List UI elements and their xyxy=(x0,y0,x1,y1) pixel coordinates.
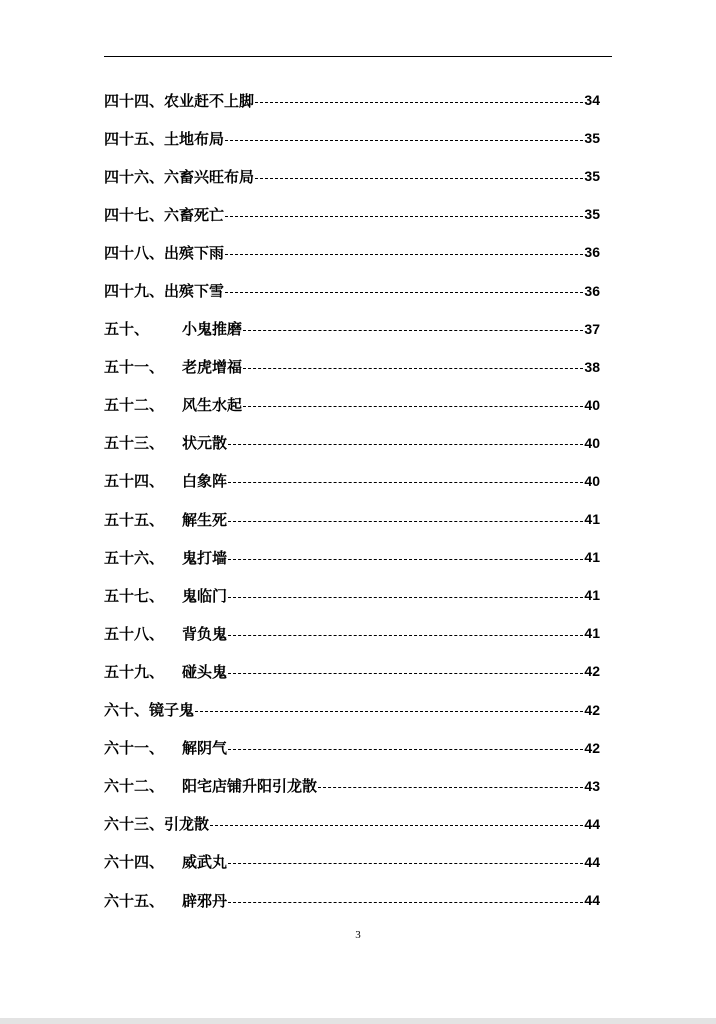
toc-entry-title: 碰头鬼 xyxy=(182,662,228,681)
toc-entry[interactable] xyxy=(104,729,600,767)
toc-entry[interactable] xyxy=(104,271,600,309)
toc-entry-page: 40 xyxy=(584,472,600,489)
toc-leader-line xyxy=(228,521,583,522)
toc-entry[interactable] xyxy=(104,538,600,576)
toc-entry-page: 42 xyxy=(584,701,600,718)
toc-entry-number: 六十、 xyxy=(104,701,150,720)
toc-entry-title: 辟邪丹 xyxy=(182,891,228,910)
toc-entry-title: 六畜兴旺布局 xyxy=(164,167,255,186)
toc-entry-title: 威武丸 xyxy=(182,853,228,872)
toc-entry-page: 42 xyxy=(584,663,600,680)
toc-entry-number: 四十五、 xyxy=(104,129,165,148)
toc-entry-title: 老虎增福 xyxy=(182,358,243,377)
toc-leader-line xyxy=(195,711,583,712)
toc-entry-page: 44 xyxy=(584,853,600,870)
toc-entry-title: 解阴气 xyxy=(182,739,228,758)
toc-entry-title: 引龙散 xyxy=(164,815,210,834)
toc-entry-page: 35 xyxy=(584,130,600,147)
toc-leader-line xyxy=(228,749,583,750)
toc-entry-number: 五十三、 xyxy=(104,434,165,453)
toc-entry[interactable] xyxy=(104,310,600,348)
toc-entry-title: 鬼临门 xyxy=(182,586,228,605)
toc-entry[interactable] xyxy=(104,691,600,729)
toc-entry-number: 四十七、 xyxy=(104,205,165,224)
toc-entry-number: 五十五、 xyxy=(104,510,165,529)
toc-leader-line xyxy=(228,482,583,483)
toc-entry[interactable] xyxy=(104,195,600,233)
toc-entry-number: 六十三、 xyxy=(104,815,165,834)
toc-entry-page: 36 xyxy=(584,282,600,299)
toc-entry-title: 解生死 xyxy=(182,510,228,529)
toc-entry[interactable] xyxy=(104,805,600,843)
toc-entry-page: 44 xyxy=(584,892,600,909)
toc-entry-title: 背负鬼 xyxy=(182,624,228,643)
toc-leader-line xyxy=(243,330,583,331)
toc-leader-line xyxy=(228,902,583,903)
toc-entry-number: 六十五、 xyxy=(104,891,165,910)
toc-entry[interactable] xyxy=(104,462,600,500)
toc-entry[interactable] xyxy=(104,576,600,614)
toc-entry-title: 鬼打墙 xyxy=(182,548,228,567)
toc-entry-page: 41 xyxy=(584,549,600,566)
toc-entry-title: 白象阵 xyxy=(182,472,228,491)
toc-entry-number: 五十二、 xyxy=(104,396,165,415)
toc-entry[interactable] xyxy=(104,881,600,919)
toc-entry-number: 四十六、 xyxy=(104,167,165,186)
toc-entry[interactable] xyxy=(104,843,600,881)
toc-leader-line xyxy=(243,368,583,369)
toc-leader-line xyxy=(225,216,583,217)
toc-entry-number: 四十九、 xyxy=(104,282,165,301)
toc-entry[interactable] xyxy=(104,767,600,805)
toc-entry[interactable] xyxy=(104,652,600,690)
toc-leader-line xyxy=(243,406,583,407)
toc-leader-line xyxy=(255,178,583,179)
toc-entry[interactable] xyxy=(104,157,600,195)
toc-leader-line xyxy=(225,292,583,293)
toc-entry-number: 四十四、 xyxy=(104,91,165,110)
toc-entry-page: 35 xyxy=(584,206,600,223)
toc-entry-number: 四十八、 xyxy=(104,243,165,262)
toc-entry-page: 40 xyxy=(584,434,600,451)
toc-entry-number: 五十九、 xyxy=(104,662,165,681)
toc-entry[interactable] xyxy=(104,500,600,538)
toc-entry-page: 42 xyxy=(584,739,600,756)
toc-entry-page: 36 xyxy=(584,244,600,261)
toc-entry-page: 43 xyxy=(584,777,600,794)
toc-entry[interactable] xyxy=(104,233,600,271)
toc-leader-line xyxy=(228,444,583,445)
toc-leader-line xyxy=(210,825,583,826)
toc-entry-number: 五十一、 xyxy=(104,358,165,377)
toc-entry-title: 状元散 xyxy=(182,434,228,453)
toc-entry-page: 41 xyxy=(584,587,600,604)
toc-entry-title: 风生水起 xyxy=(182,396,243,415)
toc-entry-title: 六畜死亡 xyxy=(164,205,225,224)
toc-leader-line xyxy=(225,254,583,255)
toc-entry-page: 35 xyxy=(584,168,600,185)
toc-entry-number: 五十四、 xyxy=(104,472,165,491)
toc-entry-page: 34 xyxy=(584,92,600,109)
toc-entry-page: 41 xyxy=(584,511,600,528)
toc-entry-number: 五十七、 xyxy=(104,586,165,605)
toc-entry[interactable] xyxy=(104,348,600,386)
toc-entry-number: 六十二、 xyxy=(104,777,165,796)
toc-entry-number: 六十一、 xyxy=(104,739,165,758)
toc-leader-line xyxy=(318,787,583,788)
toc-leader-line xyxy=(255,102,583,103)
toc-entry-title: 土地布局 xyxy=(164,129,225,148)
toc-entry[interactable] xyxy=(104,614,600,652)
toc-entry-title: 出殡下雪 xyxy=(164,282,225,301)
toc-entry-number: 五十六、 xyxy=(104,548,165,567)
toc-entry-number: 五十、 xyxy=(104,320,150,339)
toc-entry-title: 小鬼推磨 xyxy=(182,320,243,339)
page-number: 3 xyxy=(355,929,361,941)
toc-entry[interactable] xyxy=(104,424,600,462)
toc-leader-line xyxy=(228,559,583,560)
toc-entry-title: 农业赶不上脚 xyxy=(164,91,255,110)
toc-entry-title: 镜子鬼 xyxy=(149,701,195,720)
toc-entry-page: 40 xyxy=(584,396,600,413)
toc-leader-line xyxy=(228,863,583,864)
toc-entry-title: 阳宅店铺升阳引龙散 xyxy=(182,777,318,796)
viewer-bottom-bar xyxy=(0,1018,716,1024)
toc-leader-line xyxy=(225,140,583,141)
toc-entry-number: 六十四、 xyxy=(104,853,165,872)
table-of-contents xyxy=(104,81,600,919)
toc-entry-number: 五十八、 xyxy=(104,624,165,643)
toc-entry-title: 出殡下雨 xyxy=(164,243,225,262)
toc-entry-page: 37 xyxy=(584,320,600,337)
header-rule xyxy=(104,56,612,57)
toc-leader-line xyxy=(228,597,583,598)
toc-entry[interactable] xyxy=(104,81,600,119)
toc-entry[interactable] xyxy=(104,386,600,424)
toc-entry-page: 38 xyxy=(584,358,600,375)
toc-entry-page: 44 xyxy=(584,815,600,832)
toc-leader-line xyxy=(228,635,583,636)
toc-entry[interactable] xyxy=(104,119,600,157)
toc-entry-page: 41 xyxy=(584,625,600,642)
toc-leader-line xyxy=(228,673,583,674)
